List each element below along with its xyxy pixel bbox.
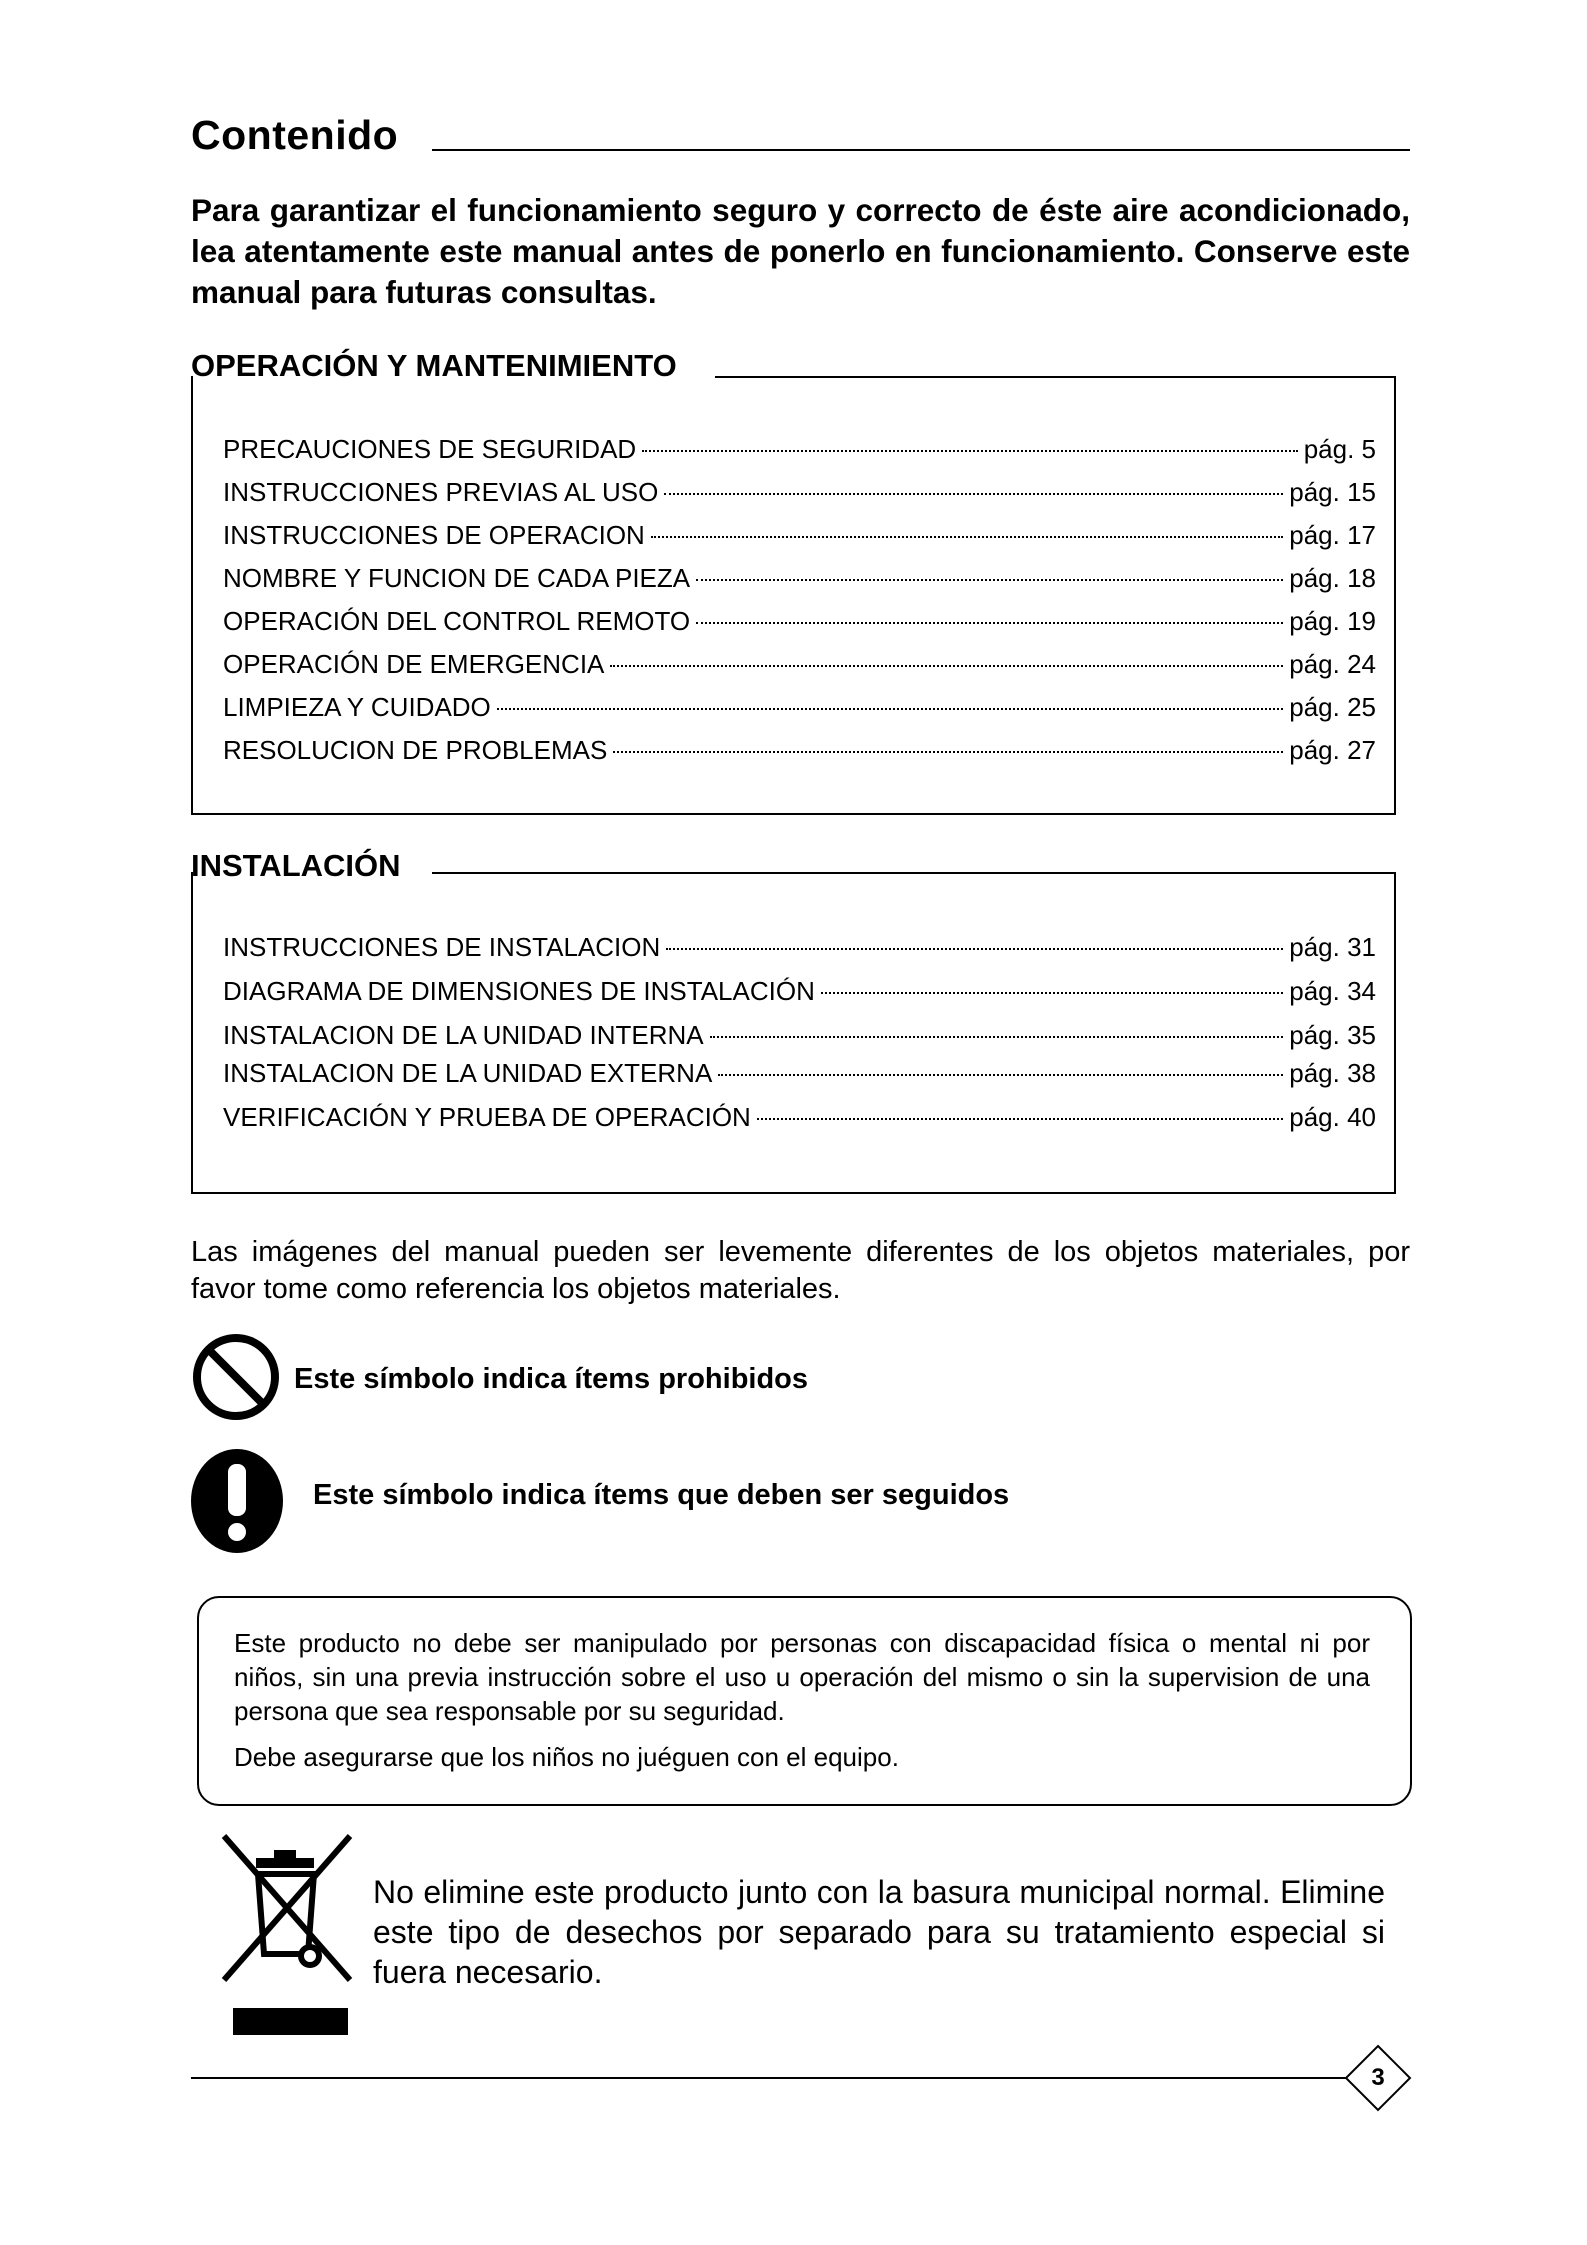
toc-item-label: OPERACIÓN DEL CONTROL REMOTO — [223, 606, 691, 636]
toc-item-label: VERIFICACIÓN Y PRUEBA DE OPERACIÓN — [223, 1102, 751, 1132]
toc-item-page: pág. 24 — [1289, 649, 1376, 679]
toc-item-page: pág. 38 — [1289, 1058, 1376, 1088]
toc-item — [223, 520, 1376, 551]
toc-item-page: pág. 27 — [1289, 735, 1376, 765]
toc-leader-dots — [613, 751, 1283, 753]
toc-item — [223, 1058, 1376, 1089]
exclamation-icon — [189, 1446, 285, 1556]
warning-box — [197, 1596, 1412, 1806]
toc-item-page: pág. 25 — [1289, 692, 1376, 722]
title-divider — [432, 149, 1410, 151]
toc-item — [223, 606, 1376, 637]
toc-item — [223, 649, 1376, 680]
toc-item-label: INSTRUCCIONES PREVIAS AL USO — [223, 477, 659, 507]
toc-item — [223, 932, 1376, 963]
toc-leader-dots — [696, 579, 1283, 581]
warning-children-text: Debe asegurarse que los niños no juéguen con el equipo. — [234, 1742, 899, 1772]
footer-rule — [191, 2077, 1348, 2079]
toc-item-page: pág. 5 — [1303, 434, 1376, 464]
toc-leader-dots — [497, 708, 1283, 710]
toc-leader-dots — [757, 1118, 1283, 1120]
toc-item — [223, 1020, 1376, 1051]
toc-leader-dots — [696, 622, 1283, 624]
page-title: Contenido — [191, 112, 399, 158]
toc-item — [223, 735, 1376, 766]
disposal-text: No elimine este producto junto con la basura municipal normal. Elimine este tipo de desechos por separado para su tratamiento especial si fuera necesario. — [373, 1874, 1385, 1990]
toc-leader-dots — [642, 450, 1298, 452]
toc-item — [223, 477, 1376, 508]
toc-item — [223, 1102, 1376, 1133]
intro-paragraph: Para garantizar el funcionamiento seguro y correcto de éste aire acondicionado, lea atentamente este manual antes de ponerlo en funcionamiento. Conserve este manual para futuras consultas. — [191, 192, 1410, 310]
toc-item-label: OPERACIÓN DE EMERGENCIA — [223, 649, 605, 679]
toc-leader-dots — [664, 493, 1283, 495]
toc-item-page: pág. 19 — [1289, 606, 1376, 636]
operation-toc-box — [191, 376, 1396, 815]
toc-item — [223, 434, 1376, 465]
toc-leader-dots — [718, 1074, 1283, 1076]
toc-item-label: PRECAUCIONES DE SEGURIDAD — [223, 434, 637, 464]
warning-text: Este producto no debe ser manipulado por personas con discapacidad física o mental ni por niños, sin una previa instrucción sobre el uso u operación del mismo o sin la supervision de una persona que sea responsable por su seguridad. — [234, 1628, 1370, 1726]
toc-item-label: INSTALACION DE LA UNIDAD INTERNA — [223, 1020, 704, 1050]
toc-item — [223, 692, 1376, 723]
toc-item-label: INSTRUCCIONES DE INSTALACION — [223, 932, 661, 962]
toc-item-label: INSTRUCCIONES DE OPERACION — [223, 520, 645, 550]
crossed-bin-icon — [218, 1832, 358, 1992]
disposal-bar — [233, 2008, 348, 2035]
toc-leader-dots — [821, 992, 1283, 994]
toc-leader-dots — [651, 536, 1283, 538]
toc-item-page: pág. 40 — [1289, 1102, 1376, 1132]
installation-toc-box — [191, 872, 1396, 1194]
toc-item-label: NOMBRE Y FUNCION DE CADA PIEZA — [223, 563, 691, 593]
toc-item-page: pág. 15 — [1289, 477, 1376, 507]
toc-item-page: pág. 31 — [1289, 932, 1376, 962]
toc-item-label: LIMPIEZA Y CUIDADO — [223, 692, 491, 722]
toc-leader-dots — [666, 948, 1283, 950]
installation-heading: INSTALACIÓN — [191, 848, 401, 883]
toc-leader-dots — [710, 1036, 1284, 1038]
toc-item-label: DIAGRAMA DE DIMENSIONES DE INSTALACIÓN — [223, 976, 815, 1006]
toc-item — [223, 563, 1376, 594]
mandatory-symbol-text: Este símbolo indica ítems que deben ser seguidos — [313, 1479, 1010, 1511]
images-note: Las imágenes del manual pueden ser levemente diferentes de los objetos materiales, por favor tome como referencia los objetos materiales. — [191, 1236, 1410, 1305]
toc-item-page: pág. 35 — [1289, 1020, 1376, 1050]
toc-item-page: pág. 18 — [1289, 563, 1376, 593]
toc-item-label: RESOLUCION DE PROBLEMAS — [223, 735, 608, 765]
page-number: 3 — [1371, 2064, 1385, 2091]
page-number-badge — [1344, 2044, 1412, 2112]
prohibited-icon — [191, 1332, 281, 1422]
toc-item-page: pág. 17 — [1289, 520, 1376, 550]
toc-item-page: pág. 34 — [1289, 976, 1376, 1006]
operation-heading: OPERACIÓN Y MANTENIMIENTO — [191, 348, 677, 383]
toc-item-label: INSTALACION DE LA UNIDAD EXTERNA — [223, 1058, 713, 1088]
toc-item — [223, 976, 1376, 1007]
toc-leader-dots — [610, 665, 1283, 667]
prohibited-symbol-text: Este símbolo indica ítems prohibidos — [294, 1363, 809, 1395]
